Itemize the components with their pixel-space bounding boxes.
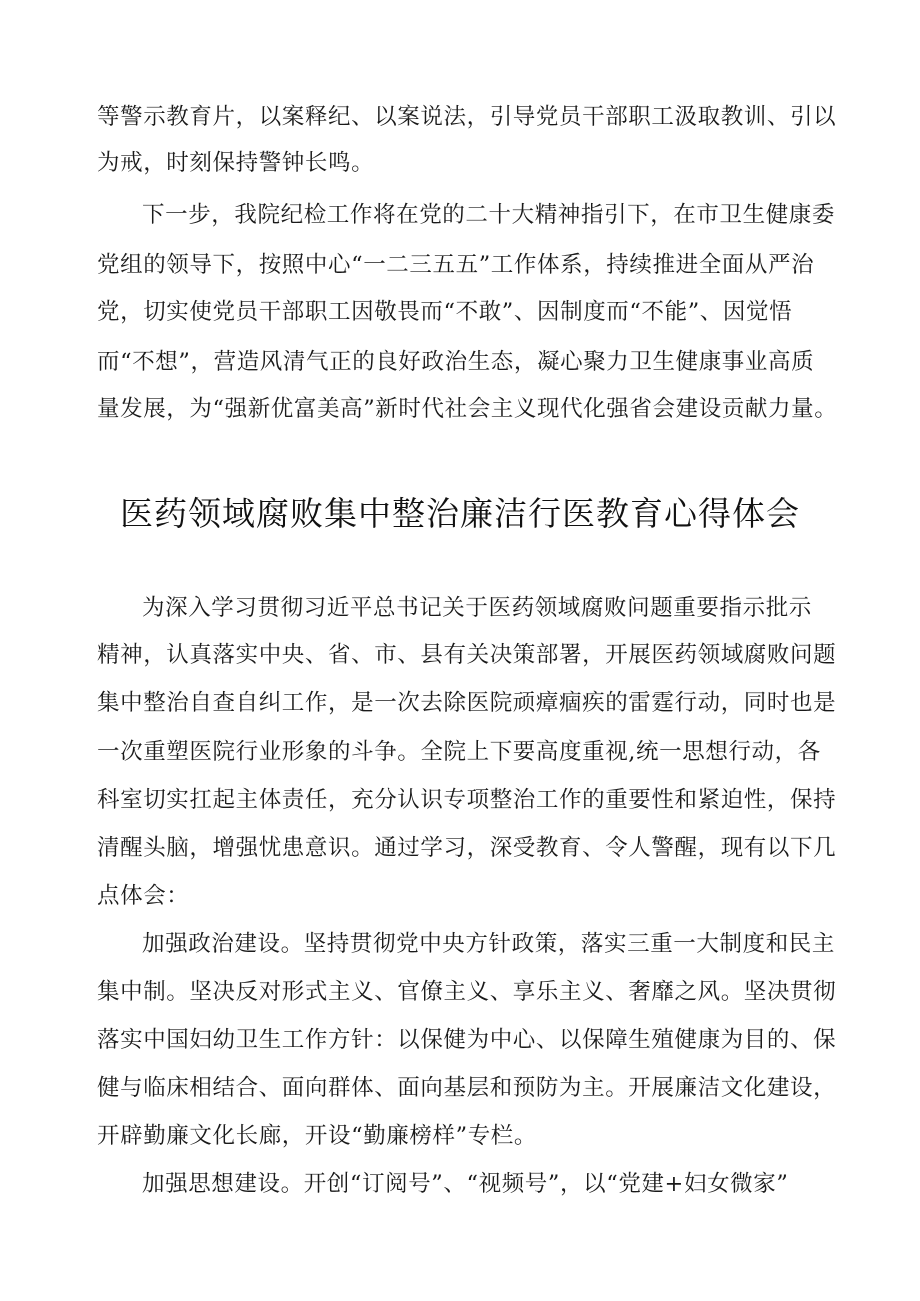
text-line: 加强思想建设。开创“订阅号”、“视频号”，以“党建+妇女微家” (142, 1171, 789, 1197)
text-line: 点体会： (97, 883, 190, 909)
text-line: 等警示教育片，以案释纪、以案说法，引导党员干部职工汲取教训、引以 (97, 104, 837, 130)
text-line: 集中整治自查自纠工作，是一次去除医院顽瘴痼疾的雷霆行动，同时也是 (97, 690, 837, 716)
text-line: 下一步，我院纪检工作将在党的二十大精神指引下，在市卫生健康委 (142, 202, 836, 228)
text-line: 清醒头脑，增强忧患意识。通过学习，深受教育、令人警醒，现有以下几 (97, 835, 837, 861)
text-line: 量发展，为“强新优富美高”新时代社会主义现代化强省会建设贡献力量。 (97, 396, 838, 422)
text-line: 开辟勤廉文化长廊，开设“勤廉榜样”专栏。 (97, 1123, 538, 1149)
text-line: 精神，认真落实中央、省、市、县有关决策部署，开展医药领域腐败问题 (97, 642, 837, 668)
text-line: 而“不想”，营造风清气正的良好政治生态，凝心聚力卫生健康事业高质 (97, 349, 815, 375)
text-line: 健与临床相结合、面向群体、面向基层和预防为主。开展廉洁文化建设， (97, 1075, 837, 1101)
text-line: 集中制。坚决反对形式主义、官僚主义、享乐主义、奢靡之风。坚决贯彻 (97, 979, 837, 1005)
text-line: 党组的领导下，按照中心“一二三五五”工作体系，持续推进全面从严治 (97, 252, 815, 278)
text-line: 为戒，时刻保持警钟长鸣。 (97, 150, 375, 176)
text-line: 科室切实扛起主体责任，充分认识专项整治工作的重要性和紧迫性，保持 (97, 787, 837, 813)
text-line: 落实中国妇幼卫生工作方针：以保健为中心、以保障生殖健康为目的、保 (97, 1027, 837, 1053)
text-line: 加强政治建设。坚持贯彻党中央方针政策，落实三重一大制度和民主 (142, 931, 836, 957)
text-line: 一次重塑医院行业形象的斗争。全院上下要高度重视,统一思想行动，各 (97, 739, 821, 765)
text-line: 为深入学习贯彻习近平总书记关于医药领域腐败问题重要指示批示 (142, 595, 812, 621)
article-title: 医药领域腐败集中整治廉洁行医教育心得体会 (120, 494, 800, 533)
text-line: 党，切实使党员干部职工因敬畏而“不敢”、因制度而“不能”、因觉悟 (97, 299, 793, 325)
